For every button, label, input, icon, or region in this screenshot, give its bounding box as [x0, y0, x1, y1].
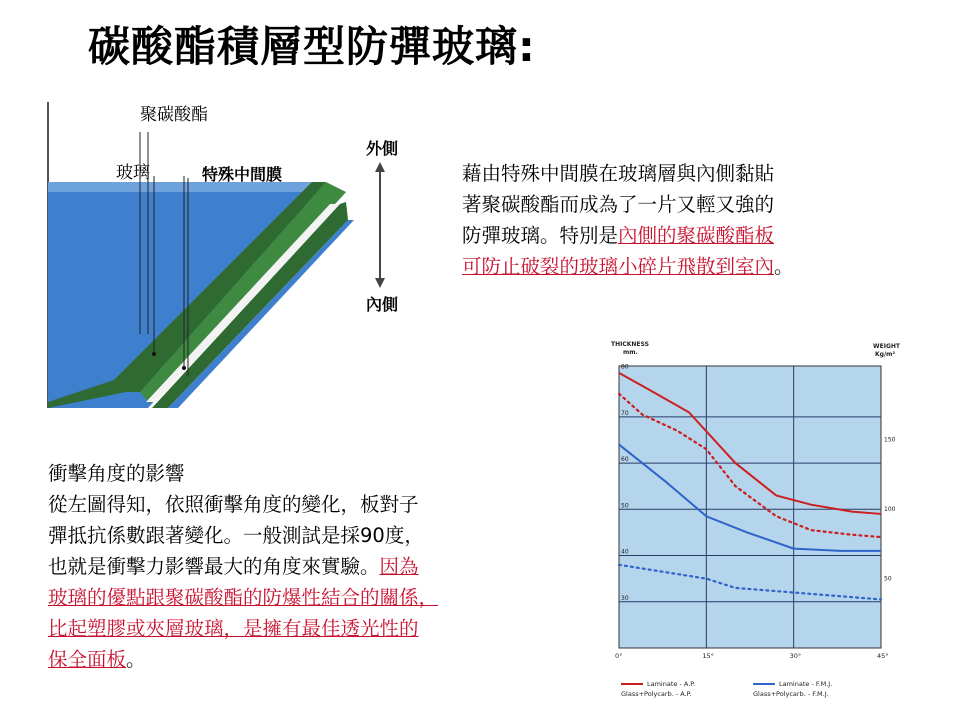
label-glass: 玻璃 — [116, 163, 150, 183]
x-tick-label: 30° — [789, 652, 802, 660]
label-inside: 內側 — [366, 295, 399, 314]
description-line-4-tail: 。 — [774, 255, 794, 278]
left-tick-label: 70 — [621, 409, 629, 417]
left-tick-label: 40 — [621, 548, 629, 556]
thickness-weight-chart — [603, 334, 913, 718]
impact-line-4-red: 玻璃的優點跟聚碳酸酯的防爆性結合的關係， — [48, 586, 439, 609]
legend-label: Laminate - F.M.J. — [779, 680, 833, 688]
left-axis-title: THICKNESS — [611, 341, 649, 348]
description-line-1: 藉由特殊中間膜在玻璃層與內側黏貼 — [462, 162, 775, 185]
legend-label: Glass+Polycarb. - A.P. — [621, 690, 692, 698]
impact-line-3-plain: 也就是衝擊力影響最大的角度來實驗。 — [48, 555, 380, 578]
description-line-3-plain: 防彈玻璃。特別是 — [462, 224, 619, 247]
highlight-prevent-shards: 可防止破裂的玻璃小碎片飛散到室內 — [462, 255, 775, 278]
label-interlayer: 特殊中間膜 — [202, 165, 283, 184]
right-tick-label: 150 — [884, 436, 896, 444]
label-polycarbonate: 聚碳酸酯 — [140, 105, 208, 125]
left-tick-label: 80 — [621, 363, 629, 371]
label-outside: 外側 — [366, 139, 399, 158]
left-tick-label: 60 — [621, 456, 629, 464]
legend-label: Glass+Polycarb. - F.M.J. — [753, 690, 829, 698]
description-line-2: 著聚碳酸酯而成為了一片又輕又強的 — [462, 193, 775, 216]
impact-angle-paragraph — [48, 458, 438, 675]
right-axis-title: WEIGHT — [873, 343, 900, 350]
left-tick-label: 30 — [621, 594, 629, 602]
legend-label: Laminate - A.P. — [647, 680, 696, 688]
description-paragraph — [462, 158, 794, 282]
impact-line-1: 從左圖得知，依照衝擊角度的變化，板對子 — [48, 493, 419, 516]
impact-line-3 — [48, 551, 438, 582]
right-tick-label: 50 — [884, 575, 892, 583]
impact-angle-heading: 衝擊角度的影響 — [48, 462, 185, 485]
description-line-4 — [462, 251, 794, 282]
right-tick-label: 100 — [884, 506, 896, 514]
x-tick-label: 45° — [877, 652, 889, 660]
impact-line-2: 彈抵抗係數跟著變化。一般測試是採90度， — [48, 524, 424, 547]
left-tick-label: 50 — [621, 502, 629, 510]
x-tick-label: 15° — [702, 652, 714, 660]
highlight-inner-polycarbonate: 內側的聚碳酸酯板 — [618, 224, 775, 247]
left-axis-unit: mm. — [623, 349, 638, 356]
pointer-dot-1 — [152, 352, 156, 356]
impact-line-6-red: 保全面板 — [48, 648, 127, 671]
page-title: 碳酸酯積層型防彈玻璃: — [88, 22, 536, 71]
impact-line-5-red: 比起塑膠或夾層玻璃，是擁有最佳透光性的 — [48, 617, 419, 640]
pointer-dot-2 — [182, 366, 186, 370]
impact-line-3-red: 因為 — [379, 555, 419, 578]
description-line-3 — [462, 220, 794, 251]
right-axis-unit: Kg/m² — [875, 351, 896, 358]
impact-line-5 — [48, 613, 438, 644]
impact-line-6 — [48, 644, 438, 675]
impact-line-4 — [48, 582, 438, 613]
x-tick-label: 0° — [615, 652, 623, 660]
plot-area — [619, 363, 881, 648]
glass-cross-section-diagram — [44, 96, 444, 416]
chart-svg — [603, 334, 913, 718]
glass-top-face — [48, 182, 346, 192]
impact-line-6-tail: 。 — [126, 648, 146, 671]
